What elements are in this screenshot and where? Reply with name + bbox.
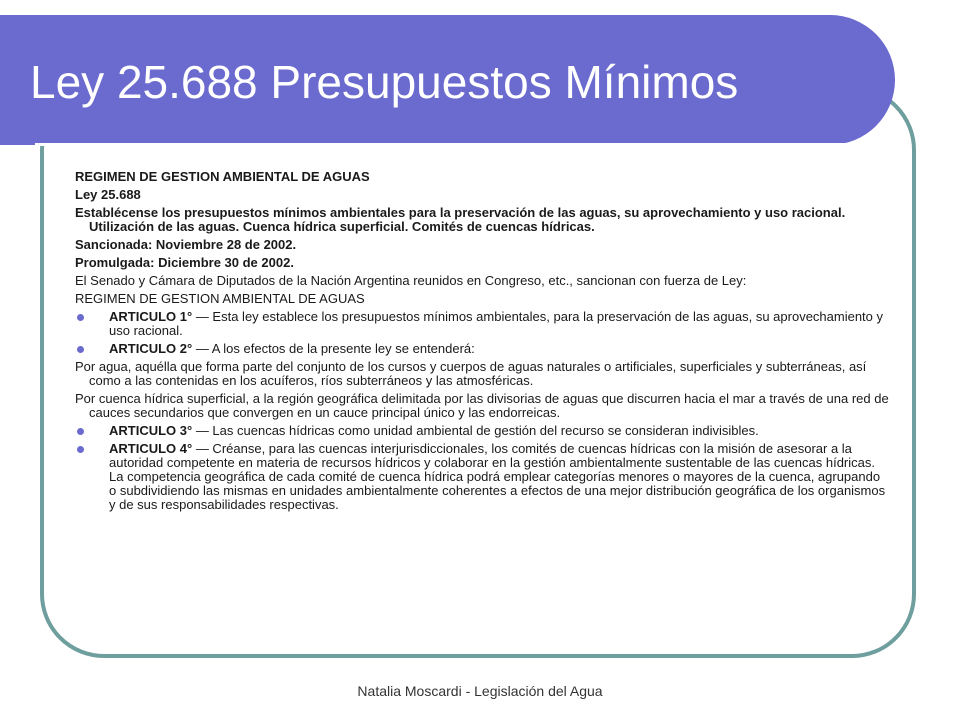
promulgated-date: Promulgada: Diciembre 30 de 2002. xyxy=(75,255,294,270)
definition-agua: Por agua, aquélla que forma parte del conjunto de los cursos y cuerpos de aguas naturales o artificiales, superficiales y subterráneas, así como a las contenidas en los acuíferos, ríos subterráneos y las atmosféricas. xyxy=(75,359,867,388)
article-1-label: ARTICULO 1° xyxy=(109,309,193,324)
bullet-icon xyxy=(77,346,84,353)
bullet-icon xyxy=(77,314,84,321)
bullet-icon xyxy=(77,428,84,435)
article-4-label: ARTICULO 4° xyxy=(109,441,193,456)
law-number: Ley 25.688 xyxy=(75,187,141,202)
title-underline xyxy=(35,143,849,146)
article-4-text: — Créanse, para las cuencas interjurisdiccionales, los comités de cuencas hídricas con la misión de asesorar a la autoridad competente en materia de recursos hídricos y colaborar en la gestión ambientalmente sustentable de las cuencas hídricas. La competencia geográfica de cada comité de cuenca hídrica podrá emplear categorías menores o mayores de la cuenca, agrupando o subdividiendo las mismas en unidades ambientalmente coherentes a efectos de una mejor distribución geográfica de los organismos y de sus responsabilidades respectivas. xyxy=(109,441,886,512)
regime-title: REGIMEN DE GESTION AMBIENTAL DE AGUAS xyxy=(75,291,365,306)
heading: REGIMEN DE GESTION AMBIENTAL DE AGUAS xyxy=(75,169,370,184)
article-3 xyxy=(75,424,890,438)
article-4 xyxy=(75,442,890,512)
article-1-text: — Esta ley establece los presupuestos mínimos ambientales, para la preservación de las aguas, su aprovechamiento y uso racional. xyxy=(109,309,884,338)
law-summary: Establécense los presupuestos mínimos ambientales para la preservación de las aguas, su aprovechamiento y uso racional. Utilización de las aguas. Cuenca hídrica superficial. Comités de cuencas hídricas. xyxy=(75,205,846,234)
article-2 xyxy=(75,342,890,356)
bullet-icon xyxy=(77,446,84,453)
article-3-text: — Las cuencas hídricas como unidad ambiental de gestión del recurso se consideran indivisibles. xyxy=(192,423,759,438)
sanctioned-date: Sancionada: Noviembre 28 de 2002. xyxy=(75,237,297,252)
article-2-text: — A los efectos de la presente ley se entenderá: xyxy=(192,341,475,356)
article-2-label: ARTICULO 2° xyxy=(109,341,193,356)
slide-title: Ley 25.688 Presupuestos Mínimos xyxy=(30,56,739,108)
slide-content xyxy=(75,170,890,516)
preamble: El Senado y Cámara de Diputados de la Nación Argentina reunidos en Congreso, etc., sancionan con fuerza de Ley: xyxy=(75,273,747,288)
article-3-label: ARTICULO 3° xyxy=(109,423,193,438)
article-1 xyxy=(75,310,890,338)
title-bar xyxy=(0,15,895,145)
slide-footer: Natalia Moscardi - Legislación del Agua xyxy=(357,683,603,699)
definition-cuenca: Por cuenca hídrica superficial, a la región geográfica delimitada por las divisorias de aguas que discurren hacia el mar a través de una red de cauces secundarios que convergen en un cauce principal único y las endorreicas. xyxy=(75,391,889,420)
